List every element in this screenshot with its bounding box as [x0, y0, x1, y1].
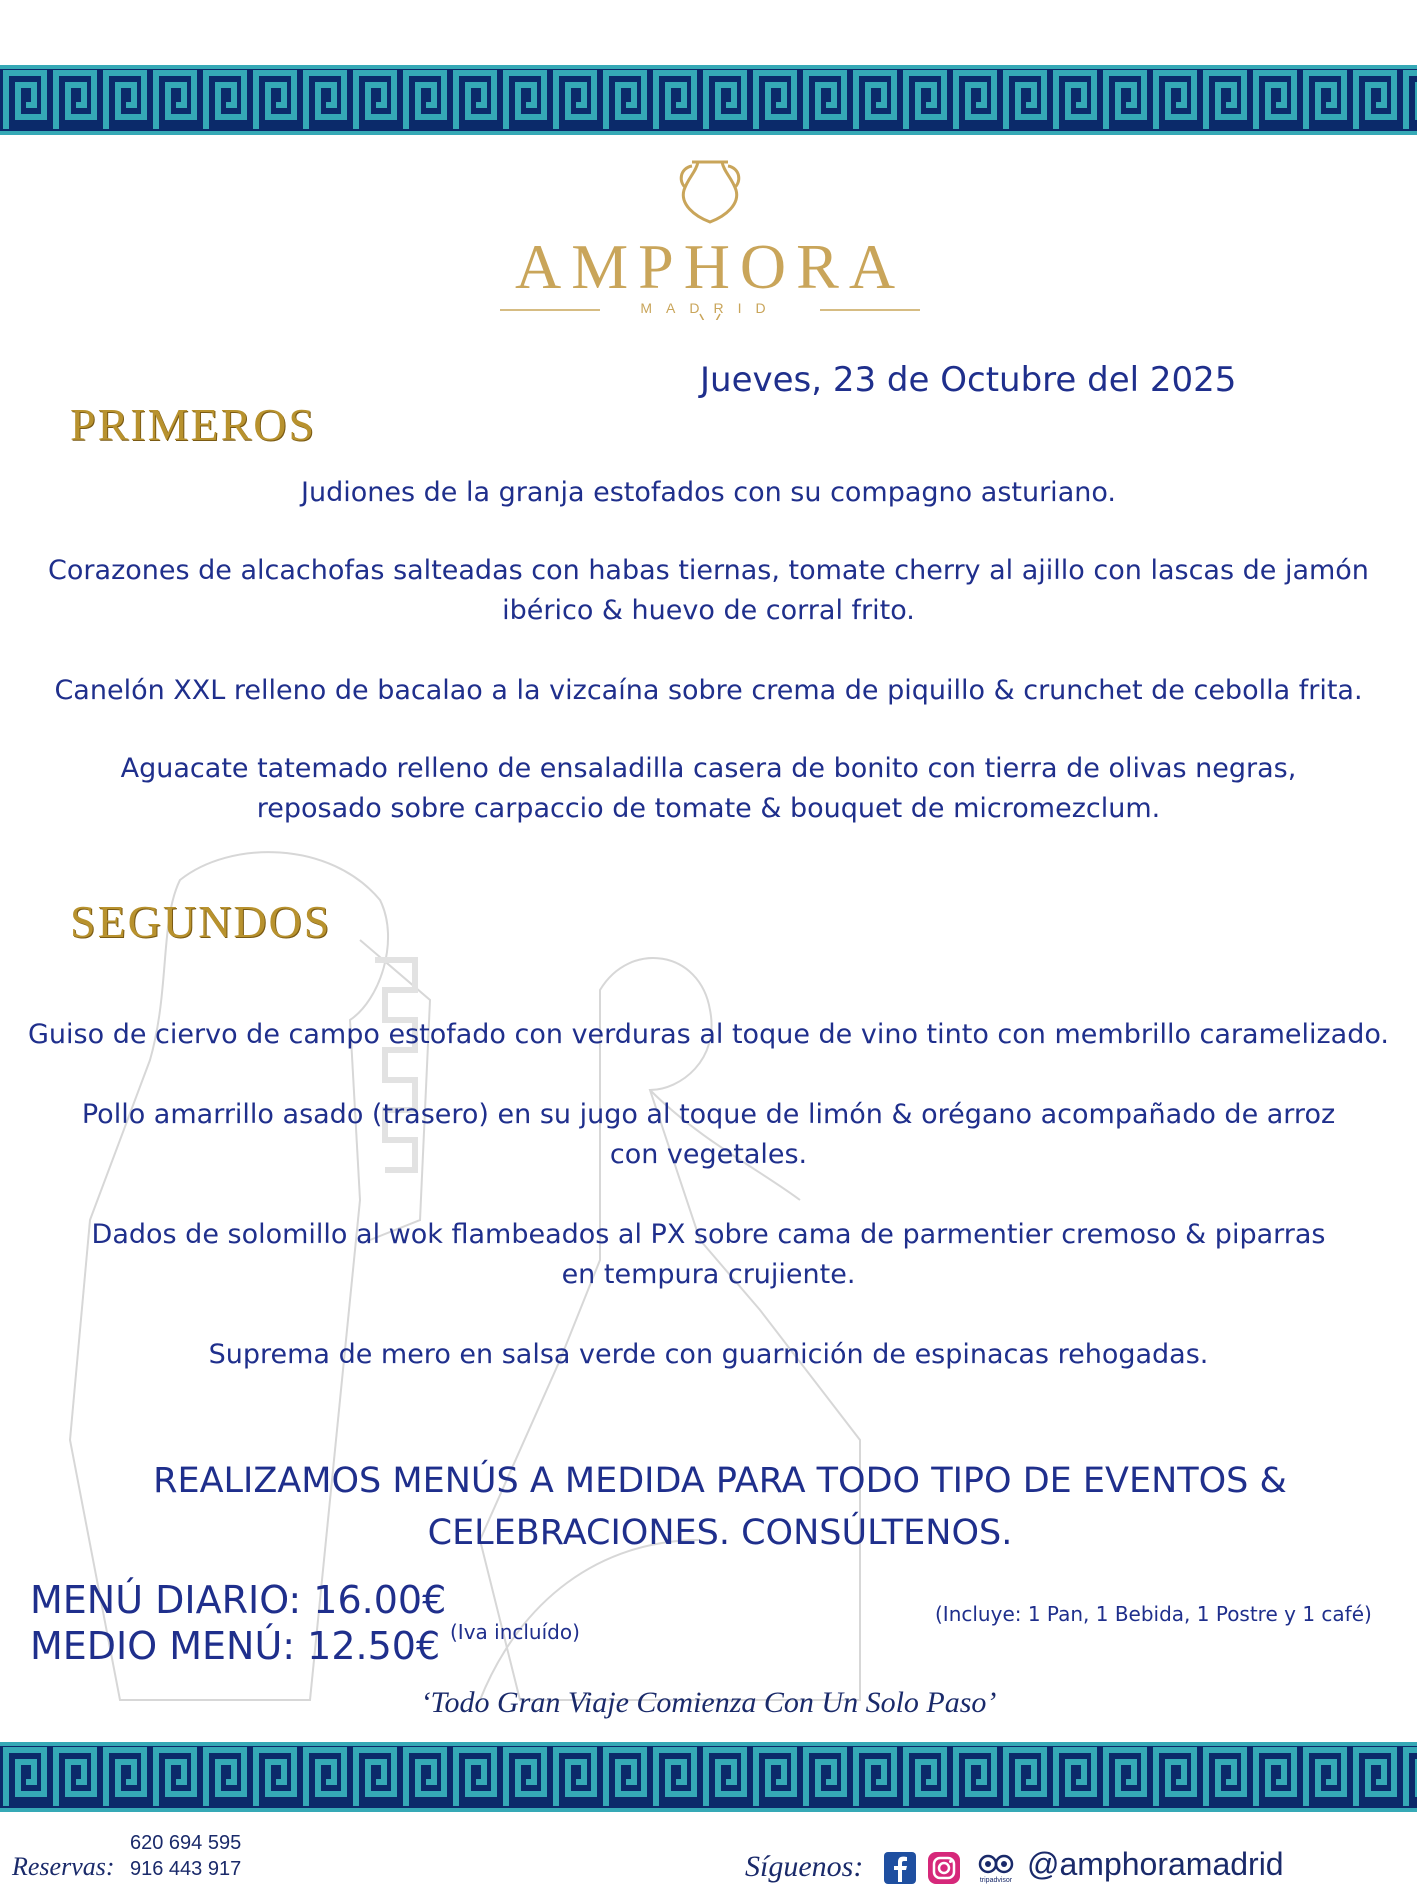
section-title-primeros: PRIMEROS — [70, 399, 317, 450]
brand-sub: MADRID — [640, 300, 780, 316]
amphora-icon — [670, 158, 750, 228]
promo-line: CELEBRACIONES. CONSÚLTENOS. — [427, 1513, 1013, 1553]
siguenos-label: Síguenos: — [745, 1850, 864, 1883]
dish-line: reposado sobre carpaccio de tomate & bouquet de micromezclum. — [256, 793, 1161, 824]
motto-quote: ‘Todo Gran Viaje Comienza Con Un Solo Paso’ — [420, 1686, 997, 1719]
dish-line: Canelón XXL relleno de bacalao a la vizcaína sobre crema de piquillo & crunchet de cebolla frita. — [54, 675, 1363, 706]
tripadvisor-label: tripadvisor — [979, 1877, 1013, 1884]
instagram-icon[interactable] — [928, 1852, 960, 1884]
dish-line: Aguacate tatemado relleno de ensaladilla casera de bonito con tierra de olivas negras, — [120, 753, 1297, 784]
brand-name: AMPHORA — [514, 231, 906, 302]
includes-note: (Incluye: 1 Pan, 1 Bebida, 1 Postre y 1 café) — [935, 1602, 1372, 1626]
reservas-label: Reservas: — [12, 1852, 115, 1881]
events-promo — [100, 1455, 1340, 1559]
dish-line: Pollo amarrillo asado (trasero) en su jugo al toque de limón & orégano acompañado de arroz — [81, 1099, 1336, 1130]
greek-key-border-bottom — [0, 1742, 1417, 1812]
half-menu-price: MEDIO MENÚ: 12.50€ — [30, 1624, 441, 1668]
dish-line: ibérico & huevo de corral frito. — [502, 595, 915, 626]
dish-segundos-4 — [0, 1335, 1417, 1375]
dish-primeros-4 — [0, 749, 1417, 829]
dish-segundos-1 — [0, 1015, 1417, 1055]
phone-number-2[interactable]: 916 443 917 — [130, 1858, 242, 1880]
section-title-segundos: SEGUNDOS — [70, 896, 332, 947]
dish-line: Judiones de la granja estofados con su compagno asturiano. — [301, 477, 1116, 508]
facebook-icon[interactable] — [884, 1852, 916, 1884]
dish-line: Guiso de ciervo de campo estofado con verduras al toque de vino tinto con membrillo caramelizado. — [28, 1019, 1389, 1050]
dish-line: Corazones de alcachofas salteadas con habas tiernas, tomate cherry al ajillo con lascas de jamón — [48, 555, 1369, 586]
dish-line: en tempura crujiente. — [561, 1259, 856, 1290]
menu-date: Jueves, 23 de Octubre del 2025 — [700, 360, 1237, 400]
dish-primeros-1 — [0, 473, 1417, 513]
dish-line: con vegetales. — [609, 1139, 808, 1170]
dish-line: Suprema de mero en salsa verde con guarnición de espinacas rehogadas. — [208, 1339, 1209, 1370]
iva-note: (Iva incluído) — [450, 1620, 580, 1644]
dish-segundos-2 — [0, 1095, 1417, 1175]
brand-logo — [500, 158, 920, 338]
social-handle[interactable]: @amphoramadrid — [1027, 1846, 1284, 1882]
greek-key-border-top — [0, 65, 1417, 135]
dish-primeros-2 — [0, 551, 1417, 631]
dish-segundos-3 — [0, 1215, 1417, 1295]
dish-primeros-3 — [0, 671, 1417, 711]
daily-menu-price: MENÚ DIARIO: 16.00€ — [30, 1578, 447, 1622]
phone-number-1[interactable]: 620 694 595 — [130, 1832, 242, 1854]
promo-line: REALIZAMOS MENÚS A MEDIDA PARA TODO TIPO DE EVENTOS & — [153, 1461, 1287, 1501]
tripadvisor-icon[interactable] — [976, 1852, 1016, 1884]
dish-line: Dados de solomillo al wok flambeados al PX sobre cama de parmentier cremoso & piparras — [91, 1219, 1326, 1250]
